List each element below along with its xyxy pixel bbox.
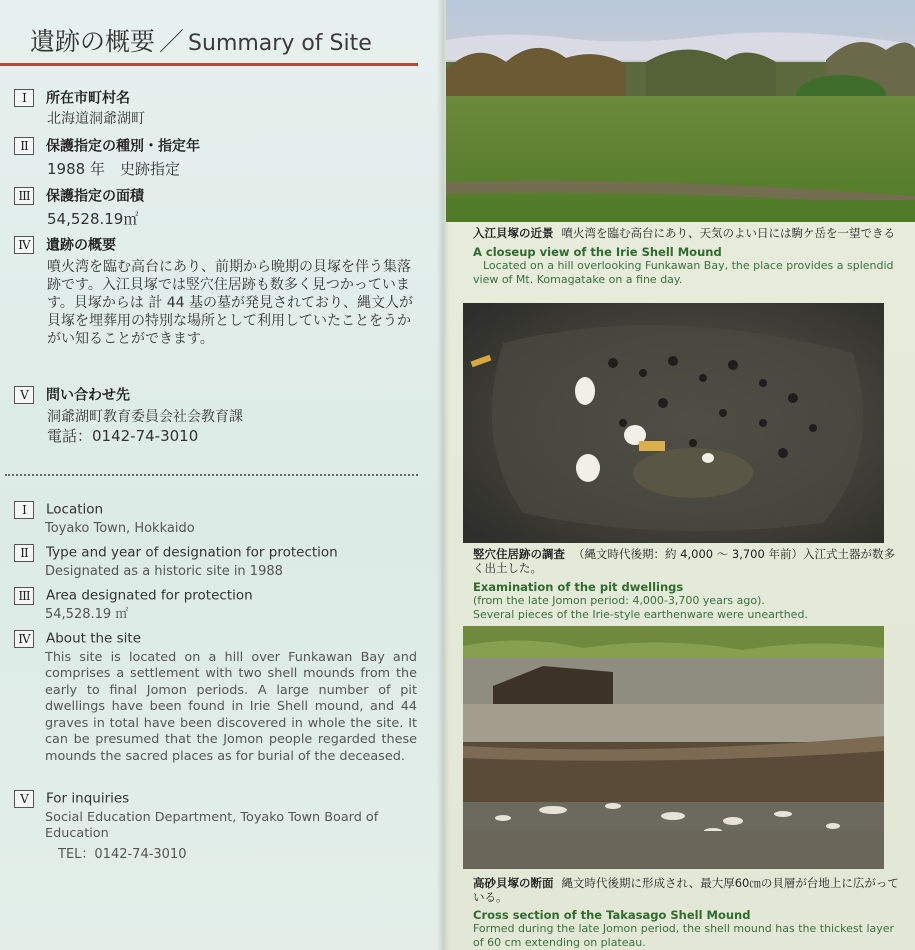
en-section-about (14, 628, 424, 765)
section-body: 北海道洞爺湖町 (47, 110, 145, 127)
caption-jp-text: （縄文時代後期：約 4,000 ～ 3,700 年前）入江式土器が数多く出土した。 (473, 547, 895, 575)
en-section-location (14, 499, 424, 537)
caption-en-text-2: Several pieces of the Irie-style earthenware were unearthed. (473, 608, 808, 621)
section-number: IV (14, 630, 34, 648)
section-body: Toyako Town, Hokkaido (45, 520, 195, 536)
en-section-area (14, 585, 424, 623)
section-heading: 所在市町村名 (46, 90, 130, 107)
section-number: V (14, 386, 34, 404)
dotted-divider (5, 474, 418, 476)
section-phone: 電話：0142-74-3010 (47, 426, 199, 445)
title-slash: ／ (159, 27, 185, 56)
section-phone: TEL：0142-74-3010 (58, 846, 187, 862)
section-body: 54,528.19㎡ (47, 209, 139, 228)
section-number: IV (14, 236, 34, 254)
jp-section-inquiries (14, 384, 424, 445)
caption-en-text: Located on a hill overlooking Funkawan Bay, the place provides a splendid view of Mt. Komagatake on a fine day. (473, 259, 894, 286)
section-heading: About the site (46, 630, 142, 647)
section-heading: For inquiries (46, 790, 130, 807)
cross-section-photo-graphic (463, 626, 884, 869)
jp-section-overview (14, 234, 424, 349)
photo-takasago-section (463, 626, 884, 869)
caption-en-title: Examination of the pit dwellings (473, 580, 684, 594)
section-body: Social Education Department, Toyako Town Board of Education (45, 809, 379, 841)
section-body: 1988 年 史跡指定 (47, 159, 180, 178)
section-number: V (14, 790, 34, 808)
title-jp: 遺跡の概要 (30, 27, 156, 56)
section-body: 噴火湾を臨む高台にあり、前期から晩期の貝塚を伴う集落跡です。入江貝塚では竪穴住居跡も数多く見つかっています。貝塚からは 計 44 基の墓が発見されており、縄文人が貝塚を埋葬用の特別な場所として利用していたことをうかがい知ることができます。 (47, 258, 414, 348)
jp-section-designation (14, 135, 424, 178)
en-section-inquiries (14, 788, 424, 863)
section-heading: Area designated for protection (46, 587, 253, 604)
photo-irie-closeup (446, 0, 915, 222)
section-heading: 保護指定の種別・指定年 (46, 138, 200, 155)
title-en: Summary of Site (188, 31, 372, 56)
caption-photo-1 (473, 226, 903, 287)
caption-en-title: Cross section of the Takasago Shell Mound (473, 908, 751, 922)
caption-photo-3 (473, 876, 903, 950)
section-body: 洞爺湖町教育委員会社会教育課 (47, 408, 243, 425)
caption-jp-title: 入江貝塚の近景 (473, 226, 554, 240)
jp-section-location (14, 87, 424, 128)
caption-en-title: A closeup view of the Irie Shell Mound (473, 245, 722, 259)
section-number: III (14, 187, 34, 205)
title-rule (0, 63, 418, 66)
section-heading: 遺跡の概要 (46, 237, 116, 254)
section-heading: Type and year of designation for protection (46, 544, 338, 561)
section-number: II (14, 137, 34, 155)
caption-en-text: (from the late Jomon period: 4,000-3,700 years ago). (473, 594, 765, 607)
excavation-photo-graphic (463, 303, 884, 543)
caption-jp-text: 縄文時代後期に形成され、最大厚60㎝の貝層が台地上に広がっている。 (473, 876, 899, 904)
caption-jp-text: 噴火湾を臨む高台にあり、天気のよい日には駒ケ岳を一望できる (561, 226, 895, 240)
caption-jp-title: 高砂貝塚の断面 (473, 876, 554, 890)
section-number: I (14, 501, 34, 519)
section-number: III (14, 587, 34, 605)
section-number: I (14, 89, 34, 107)
section-heading: 問い合わせ先 (46, 387, 130, 404)
page-title (30, 22, 372, 58)
en-section-designation (14, 542, 424, 580)
photo-pit-dwellings (463, 303, 884, 543)
section-body: 54,528.19 ㎡ (45, 606, 129, 622)
jp-section-area (14, 185, 424, 228)
section-number: II (14, 544, 34, 562)
caption-jp-title: 竪穴住居跡の調査 (473, 547, 565, 561)
caption-en-text: Formed during the late Jomon period, the shell mound has the thickest layer of 60 cm extending on plateau. (473, 922, 895, 949)
section-heading: 保護指定の面積 (46, 188, 144, 205)
caption-photo-2 (473, 547, 903, 622)
section-heading: Location (46, 501, 104, 518)
section-body: This site is located on a hill over Funkawan Bay and comprises a settlement with two shell mounds from the early to final Jomon periods. A large number of pit dwellings have been found in Irie Shell mound, and 44 graves in total have been discovered in whole the site. It can be presumed that the Jomon people regarded these mounds the sacred places as for burial of the deceased. (45, 649, 417, 764)
section-body: Designated as a historic site in 1988 (45, 563, 283, 579)
landscape-photo-graphic (446, 0, 915, 222)
